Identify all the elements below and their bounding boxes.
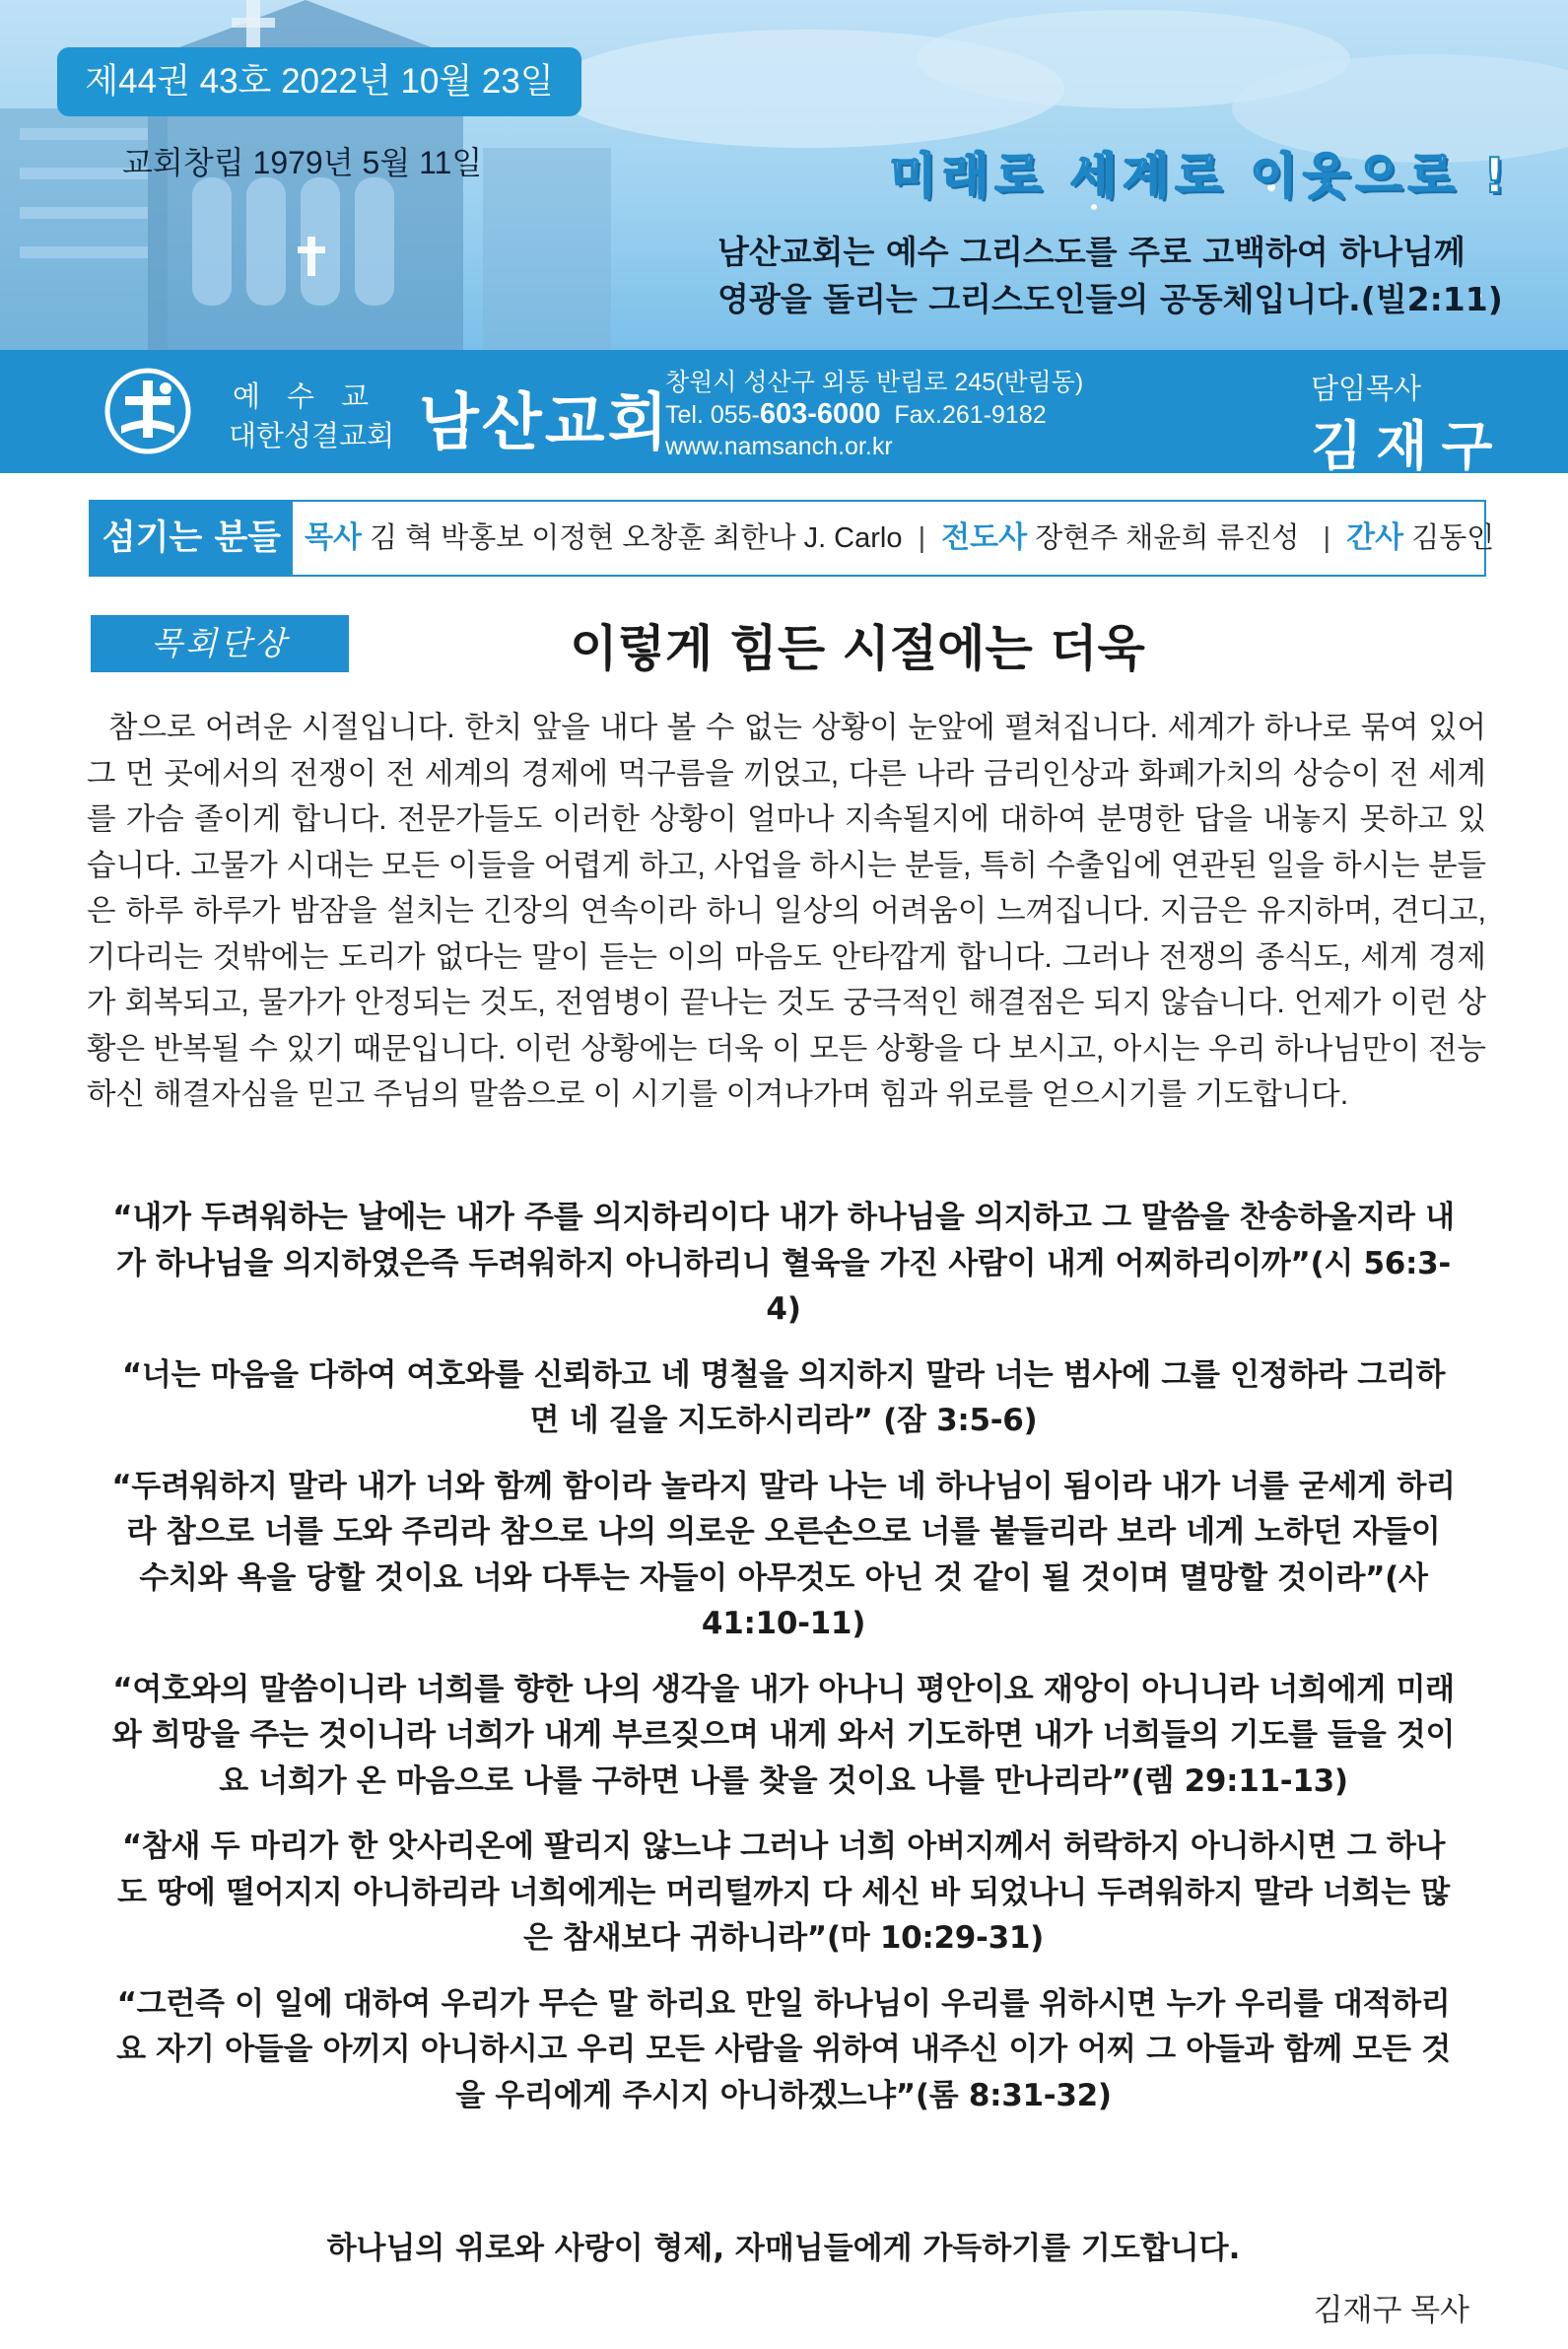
scripture-quotes — [108, 1195, 1459, 2138]
denomination-logo — [103, 367, 192, 455]
tel-prefix: Tel. 055- — [665, 401, 760, 429]
mission-statement — [717, 229, 1506, 323]
church-name: 남산교회 — [419, 385, 671, 458]
church-address: 창원시 성산구 외동 반림로 245(반림동) — [665, 369, 1084, 396]
mission-line: 영광을 돌리는 그리스도인들의 공동체입니다.(빌2:11) — [717, 280, 1503, 318]
contact-info — [665, 367, 1083, 462]
denomination-line: 예수교 — [233, 381, 396, 413]
column-category-tag: 목회단상 — [91, 615, 349, 672]
church-slogan: 미래로 세계로 이웃으로 ! — [889, 148, 1512, 204]
header-banner — [0, 0, 1568, 350]
staff-role: 전도사 — [941, 521, 1028, 554]
author-signature: 김재구 목사 — [1313, 2293, 1469, 2327]
article-title: 이렇게 힘든 시절에는 더욱 — [570, 620, 1145, 677]
staff-label: 섬기는 분들 — [91, 502, 293, 575]
senior-pastor-label: 담임목사 — [1311, 374, 1422, 405]
closing-prayer: 하나님의 위로와 사랑이 형제, 자매님들에게 가득하기를 기도합니다. — [326, 2231, 1241, 2266]
article-body: 참으로 어려운 시절입니다. 한치 앞을 내다 볼 수 없는 상황이 눈앞에 펼쳐집니다. 세계가 하나로 묶여 있어 그 먼 곳에서의 전쟁이 전 세계의 경제에 먹구름을 끼얹고, 다른 나라 금리인상과 화폐가치의 상승이 전 세계를 가슴 졸이게 합니다. 전문가들도 이러한 상황이 얼마나 지속될지에 대하여 분명한 답을 내놓지 못하고 있습니다. 고물가 시대는 모든 이들을 어렵게 하고, 사업을 하시는 분들, 특히 수출입에 연관된 일을 하시는 분들은 하루 하루가 밤잠을 설치는 긴장의 연속이라 하니 일상의 어려움이 느껴집니다. 지금은 유지하며, 견디고, 기다리는 것밖에는 도리가 없다는 말이 듣는 이의 마음도 안타깝게 합니다. 그러나 전쟁의 종식도, 세계 경제가 회복되고, 물가가 안정되는 것도, 전염병이 끝나는 것도 궁극적인 해결점은 되지 않습니다. 언제가 이런 상황은 반복될 수 있기 때문입니다. 이런 상황에는 더욱 이 모든 상황을 다 보시고, 아시는 우리 하나님만이 전능하신 해결자심을 믿고 주님의 말씀으로 이 시기를 이겨나가며 힘과 위로를 얻으시기를 기도합니다. — [87, 711, 1486, 1111]
staff-names: 김동인 — [1411, 522, 1495, 554]
staff-names: 장현주 채윤희 류진성 — [1035, 522, 1300, 554]
website-link[interactable]: www.namsanch.or.kr — [665, 433, 893, 460]
staff-role: 목사 — [305, 521, 362, 554]
tel-number: 603-6000 — [759, 398, 881, 430]
scripture-verse: “참새 두 마리가 한 앗사리온에 팔리지 않느냐 그러나 너희 아버지께서 허락하지 아니하시면 그 하나도 땅에 떨어지지 아니하리라 너희에게는 머리털까지 다 세신 바 되었나니 두려워하지 말라 너희는 많은 참새보다 귀하니라”(마 10:29-31) — [117, 1829, 1450, 1956]
separator: | — [918, 522, 926, 554]
denomination-line: 대한성결교회 — [229, 421, 395, 452]
scripture-verse: “그런즉 이 일에 대하여 우리가 무슨 말 하리요 만일 하나님이 우리를 위하시면 누가 우리를 대적하리요 자기 아들을 아끼지 아니하시고 우리 모든 사람을 위하여 내주신 이가 어찌 그 아들과 함께 모든 것을 우리에게 주시지 아니하겠느냐”(롬 8:31-32) — [116, 1985, 1451, 2113]
denomination-name — [229, 378, 395, 456]
staff-box — [89, 500, 1495, 577]
fax-number: Fax.261-9182 — [894, 401, 1047, 429]
senior-pastor-name: 김재구 — [1311, 414, 1507, 477]
founding-date: 교회창립 1979년 5월 11일 — [122, 145, 483, 180]
staff-names: 김 혁 박홍보 이정현 오창훈 최한나 J. Carlo — [370, 522, 903, 554]
mission-line: 남산교회는 예수 그리스도를 주로 고백하여 하나님께 — [717, 233, 1466, 271]
staff-list — [305, 502, 1494, 575]
staff-role: 간사 — [1346, 521, 1404, 554]
scripture-verse: “두려워하지 말라 내가 너와 함께 함이라 놀라지 말라 나는 네 하나님이 됨이라 내가 너를 굳세게 하리라 참으로 너를 도와 주리라 참으로 나의 의로운 오른손으로 너를 붙들리라 보라 네게 노하던 자들이 수치와 욕을 당할 것이요 너와 다투는 자들이 아무것도 아닌 것 같이 될 것이며 멸망할 것이라”(사 41:10-11) — [111, 1468, 1456, 1641]
scripture-verse: “여호와의 말씀이니라 너희를 향한 나의 생각을 내가 아나니 평안이요 재앙이 아니니라 너희에게 미래와 희망을 주는 것이니라 너희가 내게 부르짖으며 내게 와서 기도하면 내가 너희들의 기도를 들을 것이요 너희가 온 마음으로 나를 구하면 나를 찾을 것이요 나를 만나리라”(렘 29:11-13) — [111, 1671, 1456, 1799]
scripture-verse: “내가 두려워하는 날에는 내가 주를 의지하리이다 내가 하나님을 의지하고 그 말씀을 찬송하올지라 내가 하나님을 의지하였은즉 두려워하지 아니하리니 혈육을 가진 사람이 내게 어찌하리이까”(시 56:3-4) — [112, 1200, 1455, 1327]
scripture-verse: “너는 마음을 다하여 여호와를 신뢰하고 네 명철을 의지하지 말라 너는 범사에 그를 인정하라 그리하면 네 길을 지도하시리라” (잠 3:5-6) — [121, 1356, 1446, 1438]
phone-fax — [665, 398, 1083, 431]
separator: | — [1315, 522, 1331, 554]
issue-date-badge: 제44권 43호 2022년 10월 23일 — [57, 47, 581, 116]
